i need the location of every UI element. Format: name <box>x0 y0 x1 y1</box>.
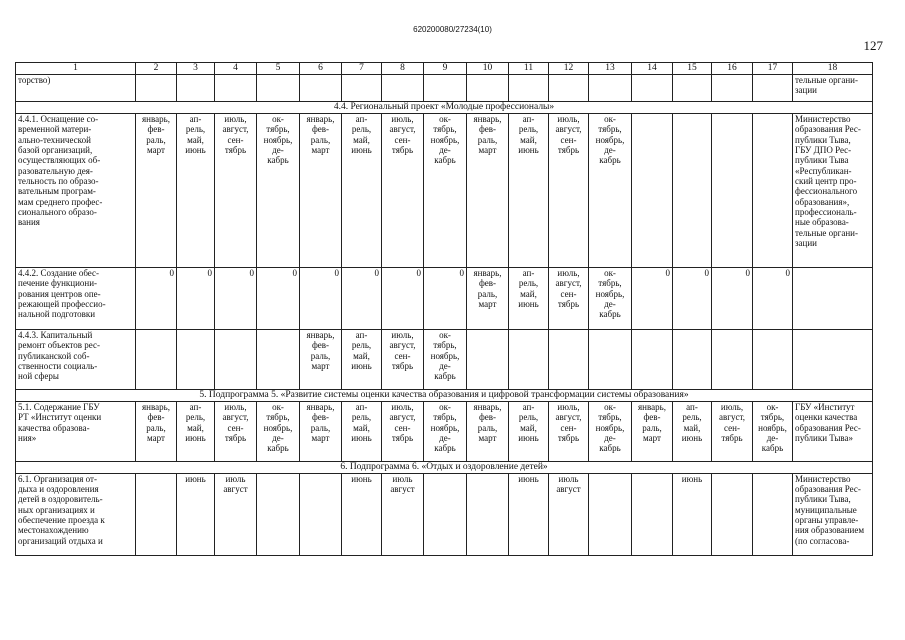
column-number-cell: 14 <box>632 63 673 75</box>
schedule-cell <box>632 113 673 267</box>
carry-over-last-cell: тельные органи- зации <box>793 75 873 102</box>
schedule-cell <box>467 473 509 555</box>
column-number-cell: 7 <box>342 63 382 75</box>
schedule-cell <box>589 329 632 389</box>
schedule-cell: ок- тябрь, ноябрь, де- кабрь <box>589 401 632 461</box>
schedule-cell <box>424 473 467 555</box>
schedule-cell <box>467 329 509 389</box>
schedule-cell <box>632 329 673 389</box>
schedule-cell: 0 <box>215 267 257 329</box>
column-number-cell: 9 <box>424 63 467 75</box>
schedule-cell <box>215 329 257 389</box>
schedule-cell: ок- тябрь, ноябрь, де- кабрь <box>424 113 467 267</box>
schedule-cell <box>509 329 549 389</box>
column-number-cell: 5 <box>257 63 300 75</box>
responsible-cell <box>793 329 873 389</box>
schedule-cell: ок- тябрь, ноябрь, де- кабрь <box>424 329 467 389</box>
schedule-cell: 0 <box>177 267 215 329</box>
schedule-cell: 0 <box>424 267 467 329</box>
column-number-cell: 16 <box>712 63 753 75</box>
column-number-cell: 18 <box>793 63 873 75</box>
section-title: 4.4. Региональный проект «Молодые профессионалы» <box>16 102 873 114</box>
schedule-cell: январь, фев- раль, март <box>300 113 342 267</box>
column-number-cell: 13 <box>589 63 632 75</box>
column-number-cell: 3 <box>177 63 215 75</box>
schedule-cell: июль, август, сен- тябрь <box>549 113 589 267</box>
schedule-cell: ап- рель, май, июнь <box>673 401 712 461</box>
section-row-5 <box>16 389 873 401</box>
schedule-cell <box>300 473 342 555</box>
schedule-cell <box>632 473 673 555</box>
row-name-cell: 4.4.3. Капитальный ремонт объектов рес- публиканской соб- ственности социаль- ной сферы <box>16 329 136 389</box>
schedule-cell: 0 <box>632 267 673 329</box>
schedule-cell <box>257 473 300 555</box>
schedule-cell <box>589 473 632 555</box>
section-title: 6. Подпрограмма 6. «Отдых и оздоровление детей» <box>16 461 873 473</box>
schedule-cell: январь, фев- раль, март <box>467 113 509 267</box>
schedule-cell: 0 <box>753 267 793 329</box>
schedule-cell: ап- рель, май, июнь <box>342 401 382 461</box>
schedule-cell: январь, фев- раль, март <box>467 401 509 461</box>
schedule-cell: 0 <box>712 267 753 329</box>
row-name-cell: 5.1. Содержание ГБУ РТ «Институт оценки качества образова- ния» <box>16 401 136 461</box>
responsible-cell: Министерство образования Рес- публики Тыва, муниципальные органы управле- ния образованием (по согласова- <box>793 473 873 555</box>
column-number-cell: 15 <box>673 63 712 75</box>
column-number-cell: 1 <box>16 63 136 75</box>
schedule-cell <box>673 329 712 389</box>
schedule-cell: ок- тябрь, ноябрь, де- кабрь <box>753 401 793 461</box>
schedule-cell: ап- рель, май, июнь <box>177 401 215 461</box>
section-row-6 <box>16 461 873 473</box>
schedule-cell: июль, август, сен- тябрь <box>382 329 424 389</box>
schedule-cell: июль, август, сен- тябрь <box>215 113 257 267</box>
column-number-cell: 12 <box>549 63 589 75</box>
schedule-cell: 0 <box>382 267 424 329</box>
schedule-cell <box>753 113 793 267</box>
schedule-cell: ап- рель, май, июнь <box>509 401 549 461</box>
schedule-cell <box>136 473 177 555</box>
schedule-cell: ок- тябрь, ноябрь, де- кабрь <box>257 401 300 461</box>
column-number-cell: 11 <box>509 63 549 75</box>
schedule-cell: июль, август, сен- тябрь <box>382 401 424 461</box>
schedule-cell: июнь <box>342 473 382 555</box>
table-row <box>16 401 873 461</box>
schedule-cell <box>753 473 793 555</box>
schedule-cell: ок- тябрь, ноябрь, де- кабрь <box>257 113 300 267</box>
schedule-cell: июль, август, сен- тябрь <box>382 113 424 267</box>
schedule-cell: ап- рель, май, июнь <box>509 267 549 329</box>
schedule-cell: июль, август, сен- тябрь <box>549 267 589 329</box>
schedule-cell: июнь <box>177 473 215 555</box>
column-number-cell: 8 <box>382 63 424 75</box>
schedule-cell: июль, август, сен- тябрь <box>215 401 257 461</box>
row-name-cell: 6.1. Организация от- дыха и оздоровления детей в оздоровитель- ных организациях и обеспечение проезда к местонахождению организаций отдыха и <box>16 473 136 555</box>
schedule-cell: 0 <box>136 267 177 329</box>
schedule-cell: ап- рель, май, июнь <box>177 113 215 267</box>
schedule-cell: июль август <box>549 473 589 555</box>
schedule-cell: 0 <box>342 267 382 329</box>
responsible-cell: Министерство образования Рес- публики Тыва, ГБУ ДПО Рес- публики Тыва «Республикан- ский центр про- фессионального образования», профессиональ- ные образова- тельные органи- зации <box>793 113 873 267</box>
responsible-cell <box>793 267 873 329</box>
table-row <box>16 329 873 389</box>
schedule-cell: январь, фев- раль, март <box>300 329 342 389</box>
responsible-cell: ГБУ «Институт оценки качества образования Рес- публики Тыва» <box>793 401 873 461</box>
table-row <box>16 473 873 555</box>
schedule-cell: январь, фев- раль, март <box>136 113 177 267</box>
page-number: 127 <box>863 38 883 53</box>
schedule-cell: июль, август, сен- тябрь <box>712 401 753 461</box>
row-name-cell: 4.4.2. Создание обес- печение функциони- рования центров опе- режающей профессио- нальной подготовки <box>16 267 136 329</box>
schedule-cell: июль, август, сен- тябрь <box>549 401 589 461</box>
schedule-cell <box>753 329 793 389</box>
schedule-cell <box>257 329 300 389</box>
schedule-cell: 0 <box>257 267 300 329</box>
schedule-cell: январь, фев- раль, март <box>300 401 342 461</box>
document-code: 620200080/27234(10) <box>413 25 492 34</box>
schedule-cell: 0 <box>300 267 342 329</box>
schedule-cell: 0 <box>673 267 712 329</box>
carry-over-row <box>16 75 873 102</box>
schedule-cell: ап- рель, май, июнь <box>509 113 549 267</box>
schedule-cell: июль август <box>382 473 424 555</box>
table-row <box>16 113 873 267</box>
column-number-cell: 10 <box>467 63 509 75</box>
column-number-cell: 6 <box>300 63 342 75</box>
schedule-cell: ап- рель, май, июнь <box>342 113 382 267</box>
schedule-table <box>15 62 873 556</box>
schedule-cell <box>549 329 589 389</box>
schedule-cell <box>673 113 712 267</box>
section-row-4-4 <box>16 102 873 114</box>
schedule-cell: июнь <box>509 473 549 555</box>
schedule-cell: январь, фев- раль, март <box>632 401 673 461</box>
row-name-cell: 4.4.1. Оснащение со- временной матери- ально-технической базой организаций, осуществляющих об- разовательную дея- тельность по образо- вательным програм- мам среднего профес- сионального образо- вания <box>16 113 136 267</box>
column-number-cell: 17 <box>753 63 793 75</box>
schedule-cell: ок- тябрь, ноябрь, де- кабрь <box>589 113 632 267</box>
schedule-cell: июнь <box>673 473 712 555</box>
schedule-cell <box>712 113 753 267</box>
schedule-cell: ок- тябрь, ноябрь, де- кабрь <box>424 401 467 461</box>
schedule-cell: январь, фев- раль, март <box>136 401 177 461</box>
column-number-cell: 4 <box>215 63 257 75</box>
schedule-cell: ап- рель, май, июнь <box>342 329 382 389</box>
schedule-cell <box>136 329 177 389</box>
schedule-cell <box>712 473 753 555</box>
schedule-cell <box>712 329 753 389</box>
table-row <box>16 267 873 329</box>
schedule-cell: ок- тябрь, ноябрь, де- кабрь <box>589 267 632 329</box>
schedule-cell: июль август <box>215 473 257 555</box>
section-title: 5. Подпрограмма 5. «Развитие системы оценки качества образования и цифровой трансформации системы образования» <box>16 389 873 401</box>
carry-over-first-cell: торство) <box>16 75 136 102</box>
schedule-cell <box>177 329 215 389</box>
column-number-cell: 2 <box>136 63 177 75</box>
schedule-cell: январь, фев- раль, март <box>467 267 509 329</box>
column-number-row <box>16 63 873 75</box>
